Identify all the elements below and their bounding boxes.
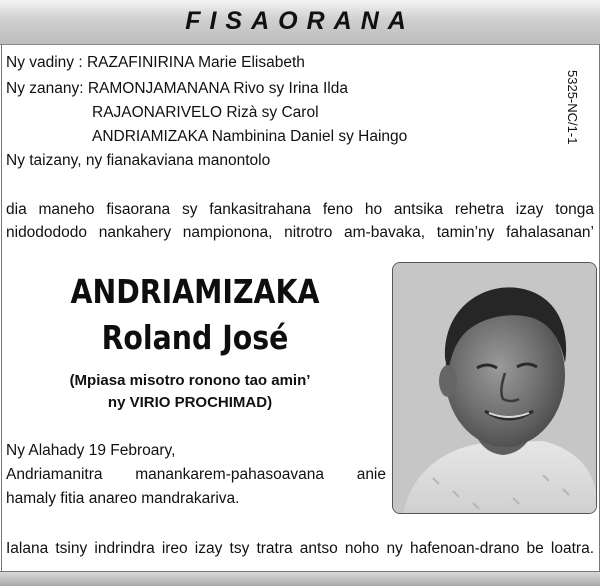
closing-apology: Ialana tsiny indrindra ireo izay tsy tratra antso noho ny hafenoan-drano be loatra. [6, 540, 594, 557]
children-line-2: RAJAONARIVELO Rizà sy Carol [92, 104, 319, 121]
blessing-line-2: hamaly fitia anareo mandrakariva. [6, 490, 240, 507]
deceased-role-line-2: ny VIRIO PROCHIMAD) [107, 394, 273, 411]
death-date-line: Ny Alahady 19 Febroary, [6, 442, 176, 459]
thanks-line-1: dia maneho fisaorana sy fankasitrahana feno ho antsika rehetra izay tonga [6, 201, 594, 218]
portrait-image [393, 263, 596, 513]
reference-code: 5325-NC/1-1 [565, 70, 580, 145]
thanks-line-2: nidodododo nankahery nampionona, nitrotro am-bavaka, tamin’ny fahalasanan’ [6, 224, 594, 241]
children-line-3: ANDRIAMIZAKA Nambinina Daniel sy Haingo [92, 128, 408, 145]
widow-line: Ny vadiny : RAZAFINIRINA Marie Elisabeth [6, 54, 305, 71]
deceased-given-names: Roland José [101, 318, 289, 357]
footer-bar [0, 571, 600, 586]
children-line-1: Ny zanany: RAMONJAMANANA Rivo sy Irina Ilda [6, 80, 348, 97]
blessing-line-1: Andriamanitra manankarem-pahasoavana anie [6, 466, 386, 483]
deceased-role-line-1: (Mpiasa misotro ronono tao amin’ [69, 372, 311, 389]
header-bar [0, 0, 600, 45]
siblings-line: Ny taizany, ny fianakaviana manontolo [6, 152, 271, 169]
deceased-photo [392, 262, 597, 514]
page-title: FISAORANA [185, 7, 415, 35]
deceased-surname: ANDRIAMIZAKA [70, 272, 320, 311]
